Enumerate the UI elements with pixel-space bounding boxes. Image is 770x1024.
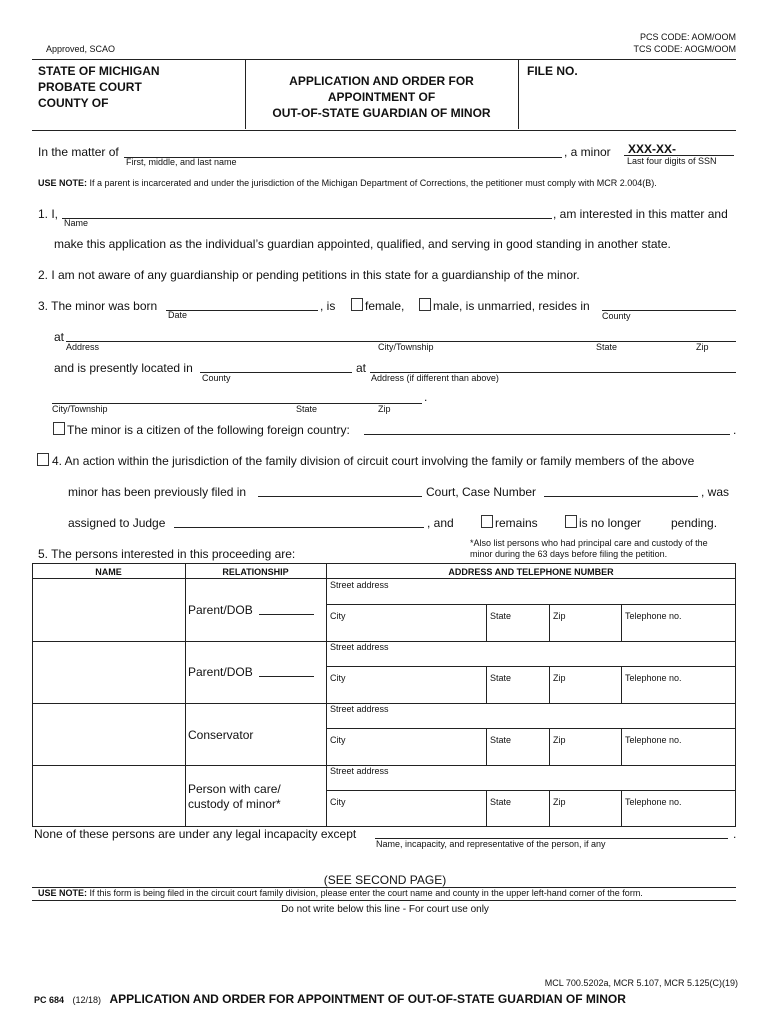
row1-street: Street address xyxy=(330,580,389,590)
case-number-field[interactable] xyxy=(544,496,698,497)
addr-diff-sublabel: Address (if different than above) xyxy=(371,373,499,383)
item3-period: . xyxy=(424,390,428,404)
minor-name-sublabel: First, middle, and last name xyxy=(126,157,237,167)
item1-suffix: , am interested in this matter and xyxy=(553,207,728,221)
item4-line1: 4. An action within the jurisdiction of the family division of circuit court involving the family or family members of the above xyxy=(52,454,695,468)
citizen-end: . xyxy=(733,423,737,437)
court-county: COUNTY OF xyxy=(38,96,109,110)
row3-rel: Conservator xyxy=(188,728,254,742)
use-note-1: USE NOTE: If a parent is incarcerated and under the jurisdiction of the Michigan Department of Corrections, the petitioner must comply with MCR 2.004(B). xyxy=(38,178,657,188)
row1-state: State xyxy=(490,611,512,621)
birth-date-sublabel: Date xyxy=(168,310,188,320)
row3-street: Street address xyxy=(330,704,389,714)
col-name: NAME xyxy=(95,567,122,577)
pcs-code: PCS CODE: AOM/OOM xyxy=(639,32,736,42)
female-checkbox[interactable] xyxy=(351,298,363,311)
row1-city: City xyxy=(330,611,346,621)
see-second-page: (SEE SECOND PAGE) xyxy=(323,873,447,887)
col-relationship: RELATIONSHIP xyxy=(222,567,289,577)
female-label: female, xyxy=(365,299,405,313)
court-state: STATE OF MICHIGAN xyxy=(38,64,160,78)
applicant-name-field[interactable] xyxy=(62,218,552,219)
approved-label: Approved, SCAO xyxy=(46,44,116,54)
citizen-country-field[interactable] xyxy=(364,434,730,435)
item2-text: 2. I am not aware of any guardianship or pending petitions in this state for a guardianship of the minor. xyxy=(38,268,580,282)
item1-prefix: 1. I, xyxy=(38,207,59,221)
item5-note-2: minor during the 63 days before filing the petition. xyxy=(470,549,668,559)
no-longer-checkbox[interactable] xyxy=(565,515,577,528)
item3-is: , is xyxy=(320,299,336,313)
matter-label: In the matter of xyxy=(38,145,119,159)
col-address: ADDRESS AND TELEPHONE NUMBER xyxy=(448,567,614,577)
row3-phone: Telephone no. xyxy=(625,735,682,745)
citizen-label: The minor is a citizen of the following foreign country: xyxy=(67,423,350,437)
row3-state: State xyxy=(490,735,512,745)
footer-title: APPLICATION AND ORDER FOR APPOINTMENT OF OUT-OF-STATE GUARDIAN OF MINOR xyxy=(109,992,626,1006)
row2-street: Street address xyxy=(330,642,389,652)
city2-sublabel: City/Township xyxy=(52,404,108,414)
row2-rel: Parent/DOB xyxy=(188,665,253,679)
address-sublabel: Address xyxy=(66,342,100,352)
city-sublabel: City/Township xyxy=(378,342,434,352)
state-sublabel: State xyxy=(596,342,618,352)
row2-city: City xyxy=(330,673,346,683)
incapacity-end: . xyxy=(733,827,737,841)
zip2-sublabel: Zip xyxy=(378,404,391,414)
no-longer-label: is no longer xyxy=(579,516,642,530)
footer-line xyxy=(34,990,626,1008)
male-checkbox[interactable] xyxy=(419,298,431,311)
file-no-label: FILE NO. xyxy=(527,64,578,78)
form-id: PC 684 xyxy=(34,995,65,1005)
item4-judge: assigned to Judge xyxy=(68,516,166,530)
ssn-value: XXX-XX- xyxy=(628,142,677,156)
item4-was: , was xyxy=(701,485,730,499)
row2-zip: Zip xyxy=(553,673,566,683)
row3-city: City xyxy=(330,735,346,745)
item3-born: 3. The minor was born xyxy=(38,299,158,313)
item4-and: , and xyxy=(427,516,454,530)
citizen-checkbox[interactable] xyxy=(53,422,65,435)
use-note-2: USE NOTE: If this form is being filed in the circuit court family division, please enter the court name and county in the upper left-hand corner of the form. xyxy=(38,888,643,898)
mcl-reference: MCL 700.5202a, MCR 5.107, MCR 5.125(C)(19) xyxy=(544,978,738,988)
tcs-code: TCS CODE: AOGM/OOM xyxy=(633,44,736,54)
item3-at2: at xyxy=(356,361,367,375)
judge-field[interactable] xyxy=(174,527,424,528)
row1-rel: Parent/DOB xyxy=(188,603,253,617)
state2-sublabel: State xyxy=(296,404,318,414)
zip-sublabel: Zip xyxy=(696,342,709,352)
row3-zip: Zip xyxy=(553,735,566,745)
row2-state: State xyxy=(490,673,512,683)
court-name: PROBATE COURT xyxy=(38,80,142,94)
item3-at: at xyxy=(54,330,65,344)
birth-date-field[interactable] xyxy=(166,310,318,311)
item3-located: and is presently located in xyxy=(54,361,193,375)
incapacity-sublabel: Name, incapacity, and representative of the person, if any xyxy=(376,839,606,849)
prior-court-field[interactable] xyxy=(258,496,422,497)
court-use-only: Do not write below this line - For court use only xyxy=(281,904,489,915)
row4-rel-2: custody of minor* xyxy=(188,797,281,811)
row4-state: State xyxy=(490,797,512,807)
pending-label: pending. xyxy=(671,516,718,530)
located-county-sublabel: County xyxy=(202,373,231,383)
remains-checkbox[interactable] xyxy=(481,515,493,528)
remains-label: remains xyxy=(495,516,538,530)
row4-phone: Telephone no. xyxy=(625,797,682,807)
row1-phone: Telephone no. xyxy=(625,611,682,621)
item4-checkbox[interactable] xyxy=(37,453,49,466)
row2-phone: Telephone no. xyxy=(625,673,682,683)
item1-line2: make this application as the individual’s guardian appointed, qualified, and serving in good standing in another state. xyxy=(54,237,671,251)
ssn-sublabel: Last four digits of SSN xyxy=(627,156,717,166)
row1-zip: Zip xyxy=(553,611,566,621)
applicant-name-sublabel: Name xyxy=(64,218,89,228)
item4-filed-in: minor has been previously filed in xyxy=(68,485,247,499)
form-title-3: OUT-OF-STATE GUARDIAN OF MINOR xyxy=(272,106,491,120)
form-date: (12/18) xyxy=(72,995,102,1005)
incapacity-label: None of these persons are under any legal incapacity except xyxy=(34,827,357,841)
persons-table xyxy=(32,563,736,827)
male-label: male, is unmarried, resides in xyxy=(433,299,590,313)
form-title-2: APPOINTMENT OF xyxy=(327,90,436,104)
minor-label: , a minor xyxy=(564,145,611,159)
row4-zip: Zip xyxy=(553,797,566,807)
case-number-label: Court, Case Number xyxy=(426,485,537,499)
row4-rel-1: Person with care/ xyxy=(188,782,281,796)
row4-street: Street address xyxy=(330,766,389,776)
item5-label: 5. The persons interested in this proceeding are: xyxy=(38,547,296,561)
row4-city: City xyxy=(330,797,346,807)
form-title-1: APPLICATION AND ORDER FOR xyxy=(289,74,474,88)
item5-note-1: *Also list persons who had principal care and custody of the xyxy=(470,538,708,548)
resides-county-sublabel: County xyxy=(602,311,631,321)
